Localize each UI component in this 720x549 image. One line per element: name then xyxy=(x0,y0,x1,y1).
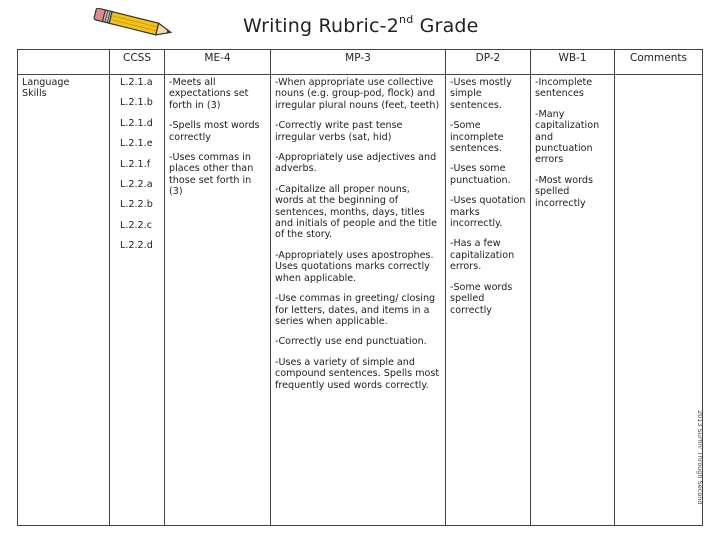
header-mp3: MP-3 xyxy=(271,50,446,75)
pencil-icon xyxy=(88,8,178,38)
ccss-item: L.2.1.f xyxy=(120,158,151,170)
wb1-cell xyxy=(531,75,615,526)
wb1-item: -Incomplete sentences xyxy=(535,77,593,100)
mp3-item: -Correctly use end punctuation. xyxy=(275,336,427,348)
dp2-item: -Uses quotation marks incorrectly. xyxy=(450,195,526,230)
mp3-item: -Appropriately uses apostrophes. Uses quotations marks correctly when applicable. xyxy=(275,249,434,284)
copyright-watermark: 2013 Surfin' Through Second xyxy=(696,410,704,505)
me4-cell xyxy=(165,75,271,526)
me4-item: -Spells most words correctly xyxy=(169,120,260,143)
dp2-item: -Uses some punctuation. xyxy=(450,163,511,186)
table-row xyxy=(18,75,703,526)
me4-item: -Meets all expectations set forth in (3) xyxy=(169,77,249,111)
ccss-cell xyxy=(110,75,165,526)
header-wb1: WB-1 xyxy=(531,50,615,75)
page-title: Writing Rubric-2nd Grade xyxy=(243,13,479,37)
mp3-item: -Correctly write past tense irregular verbs (sat, hid) xyxy=(275,120,403,143)
dp2-cell xyxy=(446,75,531,526)
ccss-item: L.2.1.e xyxy=(120,138,153,150)
header-row xyxy=(18,50,703,75)
ccss-item: L.2.1.b xyxy=(120,97,153,109)
mp3-item: -Use commas in greeting/ closing for letters, dates, and items in a series when applicable. xyxy=(275,293,436,327)
dp2-item: -Uses mostly simple sentences. xyxy=(450,77,512,111)
dp2-item: -Some incomplete sentences. xyxy=(450,120,504,155)
mp3-item: -When appropriate use collective nouns (e.g. group-pod, flock) and irregular plural nouns (feet, teeth) xyxy=(275,77,440,111)
ccss-item: L.2.2.c xyxy=(120,219,152,231)
dp2-item: -Some words spelled correctly xyxy=(450,281,513,316)
header-comments: Comments xyxy=(615,50,703,75)
mp3-item: -Appropriately use adjectives and adverbs. xyxy=(275,152,437,175)
wb1-item: -Most words spelled incorrectly xyxy=(535,174,593,209)
mp3-cell xyxy=(271,75,446,526)
mp3-item: -Capitalize all proper nouns, words at the beginning of sentences, months, days, titles and initials of people and the title of the story. xyxy=(275,183,438,241)
ccss-item: L.2.2.b xyxy=(120,199,153,211)
mp3-item: -Uses a variety of simple and compound sentences. Spells most frequently used words correctly. xyxy=(275,356,440,391)
ccss-item: L.2.2.a xyxy=(120,179,153,191)
row-label: Language Skills xyxy=(18,75,110,526)
dp2-item: -Has a few capitalization errors. xyxy=(450,238,515,273)
header-ccss: CCSS xyxy=(110,50,165,75)
wb1-item: -Many capitalization and punctuation errors xyxy=(535,108,600,166)
ccss-item: L.2.1.a xyxy=(120,77,153,88)
rubric-table xyxy=(17,49,703,526)
header-me4: ME-4 xyxy=(165,50,271,75)
ccss-item: L.2.2.d xyxy=(120,240,153,252)
header-dp2: DP-2 xyxy=(446,50,531,75)
header-blank xyxy=(18,50,110,75)
me4-item: -Uses commas in places other than those set forth in (3) xyxy=(169,152,254,198)
ccss-item: L.2.1.d xyxy=(120,117,153,129)
